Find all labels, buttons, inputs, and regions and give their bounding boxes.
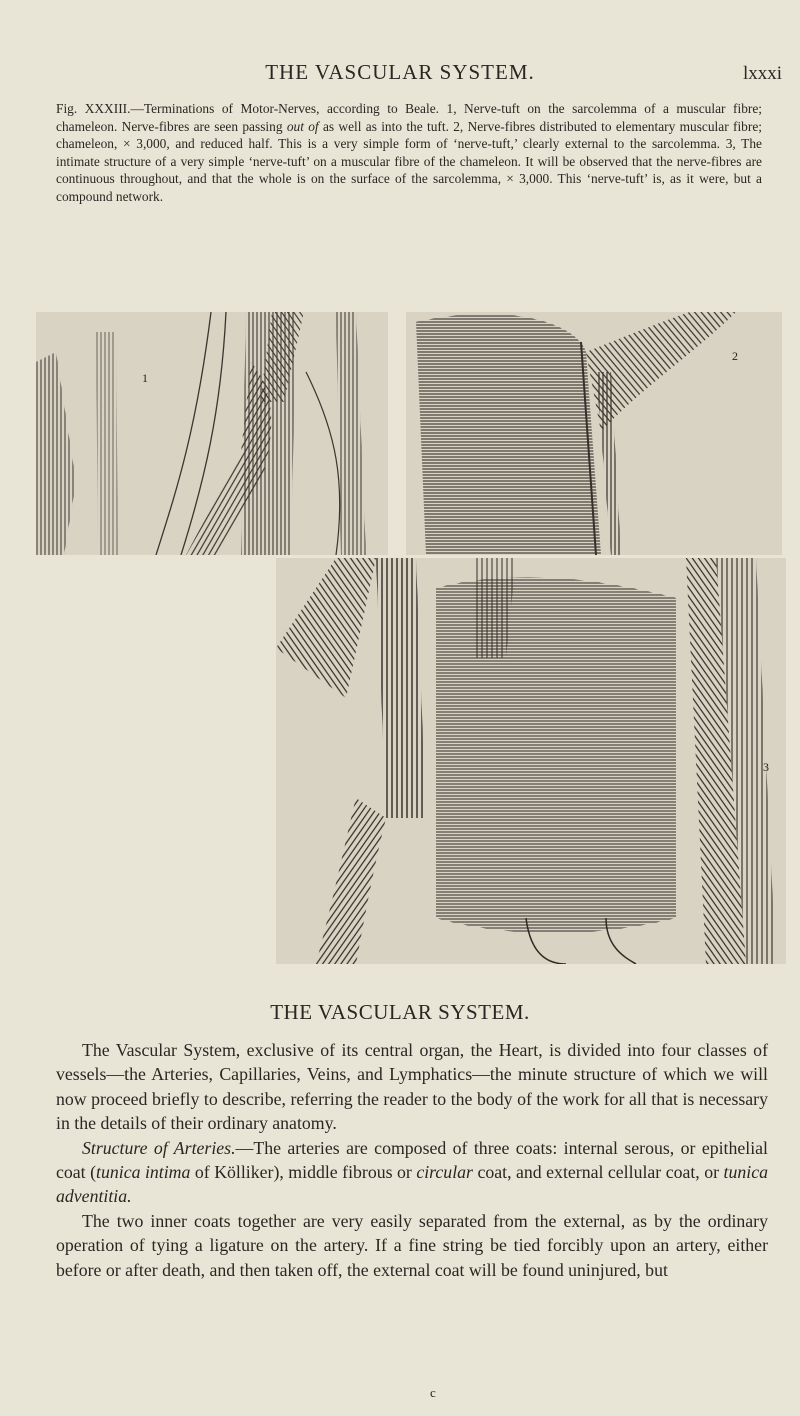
running-head: THE VASCULAR SYSTEM. <box>265 60 535 84</box>
figure-caption-text-1: —Terminations of Motor-Nerves, according to Beale. 1, Nerve-tuft on the sarcolemma of a muscular fibre; chameleon. Nerve-fibres are seen passing <box>56 101 763 134</box>
paragraph-3: The two inner coats together are very easily separated from the external, as by the ordinary operation of tying a ligature on the artery. If a fine string be tied forcibly upon an artery, either before or after death, and then taken off, the external coat will be found uninjured, but <box>56 1210 768 1280</box>
paragraph-1: The Vascular System, exclusive of its central organ, the Heart, is divided into four classes of vessels—the Arteries, Capillaries, Veins, and Lymphatics—the minute structure of which we will now proceed briefly to describe, referring the reader to the body of the work for all that is necessary in the details of their ordinary anatomy. <box>56 1040 768 1134</box>
paragraph-2-text-a: —The arteries are composed of three coats: internal serous, or epithelial coat ( <box>56 1137 768 1183</box>
figure-3-number: 3 <box>763 760 769 774</box>
paragraph-2-italic-f: tunica adventitia. <box>56 1162 768 1207</box>
figure-caption <box>56 100 762 206</box>
figure-2-illustration <box>406 312 782 555</box>
body-text <box>56 1038 768 1282</box>
figure-caption-italic: out of <box>286 118 319 134</box>
figure-3-illustration <box>276 558 786 964</box>
paragraph-2-lead: Structure of Arteries. <box>82 1137 236 1158</box>
paragraph-2-italic-b: tunica intima <box>96 1162 191 1183</box>
paragraph-2-italic-d: circular <box>416 1162 473 1183</box>
paragraph-2-text-c: of Kölliker), middle fibrous or <box>190 1162 417 1183</box>
paragraph-2 <box>56 1136 768 1209</box>
signature-mark: c <box>430 1385 436 1400</box>
figure-caption-text-2: as well as into the tuft. 2, Nerve-fibres distributed to elementary muscular fibre; chameleon, × 3,000, and reduced half. This is a very simple form of ‘nerve-tuft,’ clearly external to the sarcolemma. 3, The intimate structure of a very simple ‘nerve-tuft’ on a muscular fibre of the chameleon. It will be observed that the nerve-fibres are continuous throughout, and that the whole is on the surface of the sarcolemma, × 3,000. This ‘nerve-tuft’ is, as it were, but a compound network. <box>56 118 762 204</box>
figure-1-number: 1 <box>142 371 148 385</box>
figure-2-number: 2 <box>732 349 738 363</box>
figure-1-illustration <box>36 312 388 555</box>
figure-caption-label: Fig. XXXIII. <box>56 101 131 116</box>
paragraph-2-text-e: coat, and external cellular coat, or <box>472 1162 724 1183</box>
page-number: lxxxi <box>742 63 782 84</box>
section-title: THE VASCULAR SYSTEM. <box>270 1000 530 1024</box>
